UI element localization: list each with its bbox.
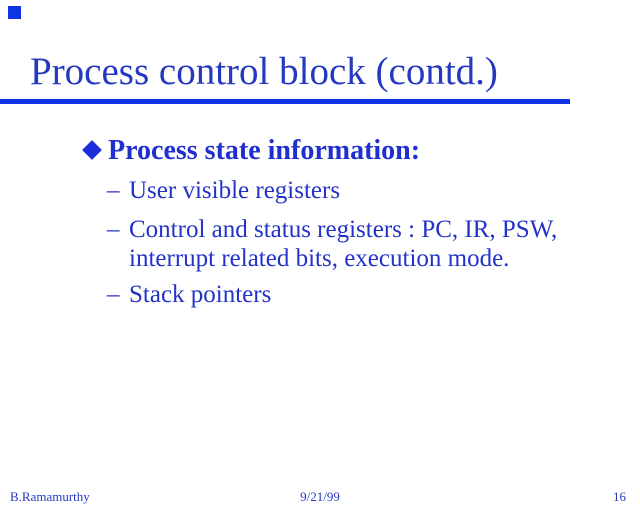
corner-square-decoration [8, 6, 21, 19]
title-underline-rule [0, 99, 570, 104]
bullet-heading: Process state information: [108, 135, 421, 166]
footer-page-number: 16 [613, 489, 626, 504]
sub-bullet-text: User visible registers [129, 177, 341, 204]
dash-bullet-icon: – [107, 281, 120, 308]
sub-bullet-text-line-1: Control and status registers : PC, IR, PSW, [129, 216, 558, 243]
footer-author: B.Ramamurthy [10, 489, 90, 504]
sub-bullet-text-line-2: interrupt related bits, execution mode. [129, 245, 510, 272]
slide-title: Process control block (contd.) [30, 50, 498, 93]
dash-bullet-icon: – [107, 177, 120, 204]
dash-bullet-icon: – [107, 216, 120, 243]
sub-bullet-item [107, 215, 589, 273]
footer-date: 9/21/99 [300, 489, 340, 504]
diamond-bullet-icon [82, 140, 102, 160]
sub-bullet-text: Stack pointers [129, 281, 272, 308]
sub-bullet-item [107, 280, 589, 309]
sub-bullet-item [107, 176, 589, 205]
